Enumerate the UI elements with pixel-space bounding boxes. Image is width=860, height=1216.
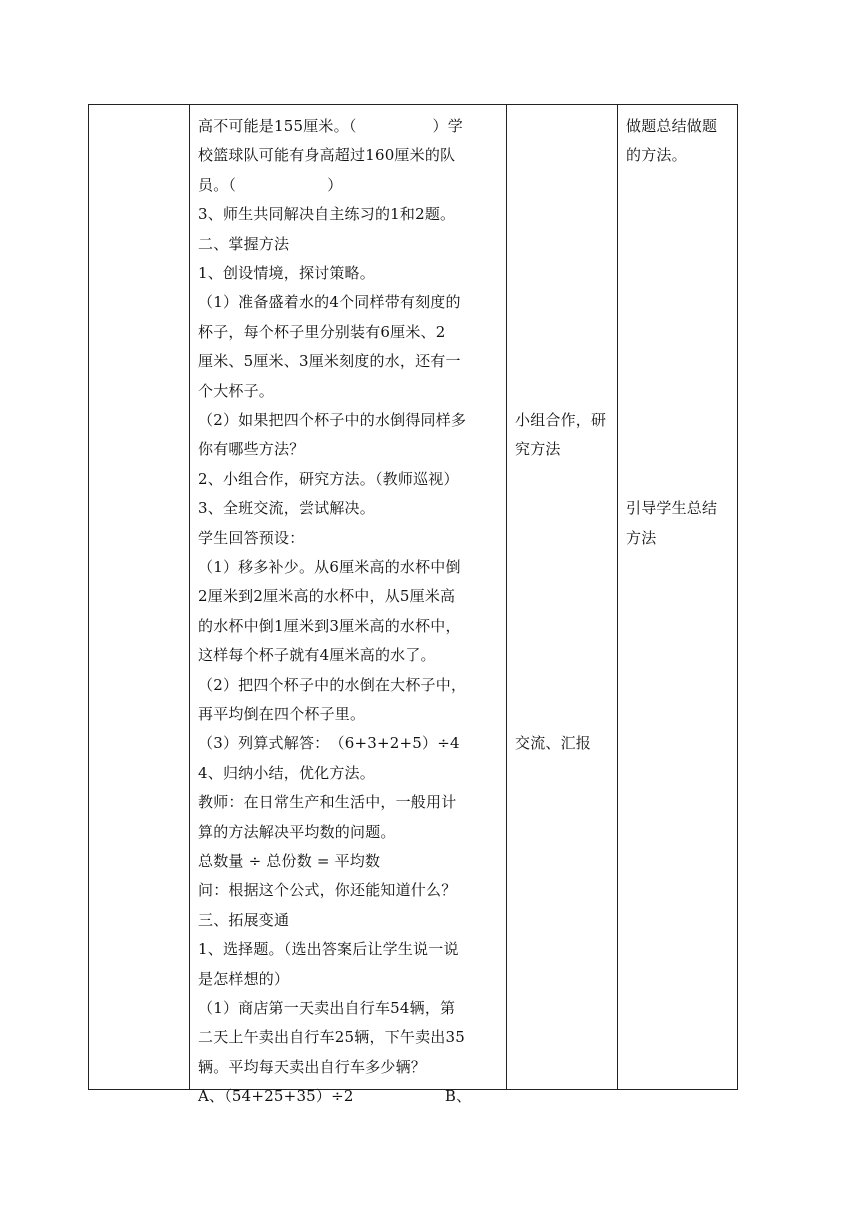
process-line: 算的方法解决平均数的问题。: [198, 822, 396, 841]
process-line: 你有哪些方法？: [198, 440, 305, 459]
lesson-plan-table: [88, 104, 738, 1106]
process-line: 的水杯中倒1厘米到3厘米高的水杯中，: [198, 616, 461, 635]
process-line: 杯子，每个杯子里分别装有6厘米、2: [198, 322, 446, 341]
process-line: 2、小组合作，研究方法。（教师巡视）: [198, 469, 459, 488]
process-line: 问：根据这个公式，你还能知道什么？: [198, 881, 457, 900]
table-right-border: [737, 104, 738, 1090]
process-line: 3、师生共同解决自主练习的1和2题。: [198, 205, 456, 224]
process-line: 3、全班交流，尝试解决。: [198, 499, 375, 518]
design-intent-line: 方法: [626, 528, 657, 547]
process-line: 教师：在日常生产和生活中，一般用计: [198, 793, 457, 812]
process-line: 2厘米到2厘米高的水杯中，从5厘米高: [198, 587, 456, 606]
student-activity-line: 小组合作，研: [515, 411, 607, 429]
process-line: 二天上午卖出自行车25辆，下午卖出35: [198, 1028, 465, 1047]
process-line: （1）准备盛着水的4个同样带有刻度的: [198, 293, 461, 312]
process-line: 员。（ ）: [198, 175, 343, 194]
column-divider-3: [617, 104, 618, 1090]
process-line: A、（54+25+35）÷2 B、: [198, 1087, 472, 1106]
student-activity-line: 究方法: [515, 440, 561, 459]
design-intent-line: 做题总结做题: [626, 117, 718, 135]
process-line: 1、创设情境，探讨策略。: [198, 264, 375, 282]
process-line: （2）把四个杯子中的水倒在大杯子中，: [198, 675, 467, 694]
process-line: 高不可能是155厘米。（ ）学: [198, 117, 463, 135]
process-line: 学生回答预设：: [198, 528, 305, 547]
process-line: 总数量 ÷ 总份数 = 平均数: [198, 852, 381, 870]
student-activity-line: 交流、汇报: [515, 734, 592, 753]
process-line: 是怎样想的）: [198, 969, 290, 988]
column-divider-2: [506, 104, 507, 1090]
process-line: 1、选择题。（选出答案后让学生说一说: [198, 940, 459, 959]
design-intent-line: 引导学生总结: [626, 499, 718, 518]
process-line: 厘米、5厘米、3厘米刻度的水，还有一: [198, 352, 461, 371]
process-line: （2）如果把四个杯子中的水倒得同样多: [198, 411, 467, 429]
process-line: （3）列算式解答： （6+3+2+5）÷4: [198, 734, 460, 753]
process-line: （1）移多补少。从6厘米高的水杯中倒: [198, 558, 461, 576]
process-line: 辆。平均每天卖出自行车多少辆？: [198, 1057, 427, 1076]
design-intent-line: 的方法。: [626, 146, 687, 165]
table-top-border: [88, 104, 738, 105]
column-divider-1: [189, 104, 190, 1090]
process-line: 二、掌握方法: [198, 234, 290, 253]
process-line: 个大杯子。: [198, 381, 275, 400]
process-line: 再平均倒在四个杯子里。: [198, 705, 366, 723]
table-left-border: [88, 104, 89, 1090]
process-line: 三、拓展变通: [198, 910, 290, 929]
process-line: 校篮球队可能有身高超过160厘米的队: [198, 146, 456, 165]
process-line: 4、归纳小结，优化方法。: [198, 763, 375, 782]
process-line: （1）商店第一天卖出自行车54辆，第: [198, 999, 456, 1017]
process-line: 这样每个杯子就有4厘米高的水了。: [198, 646, 436, 665]
